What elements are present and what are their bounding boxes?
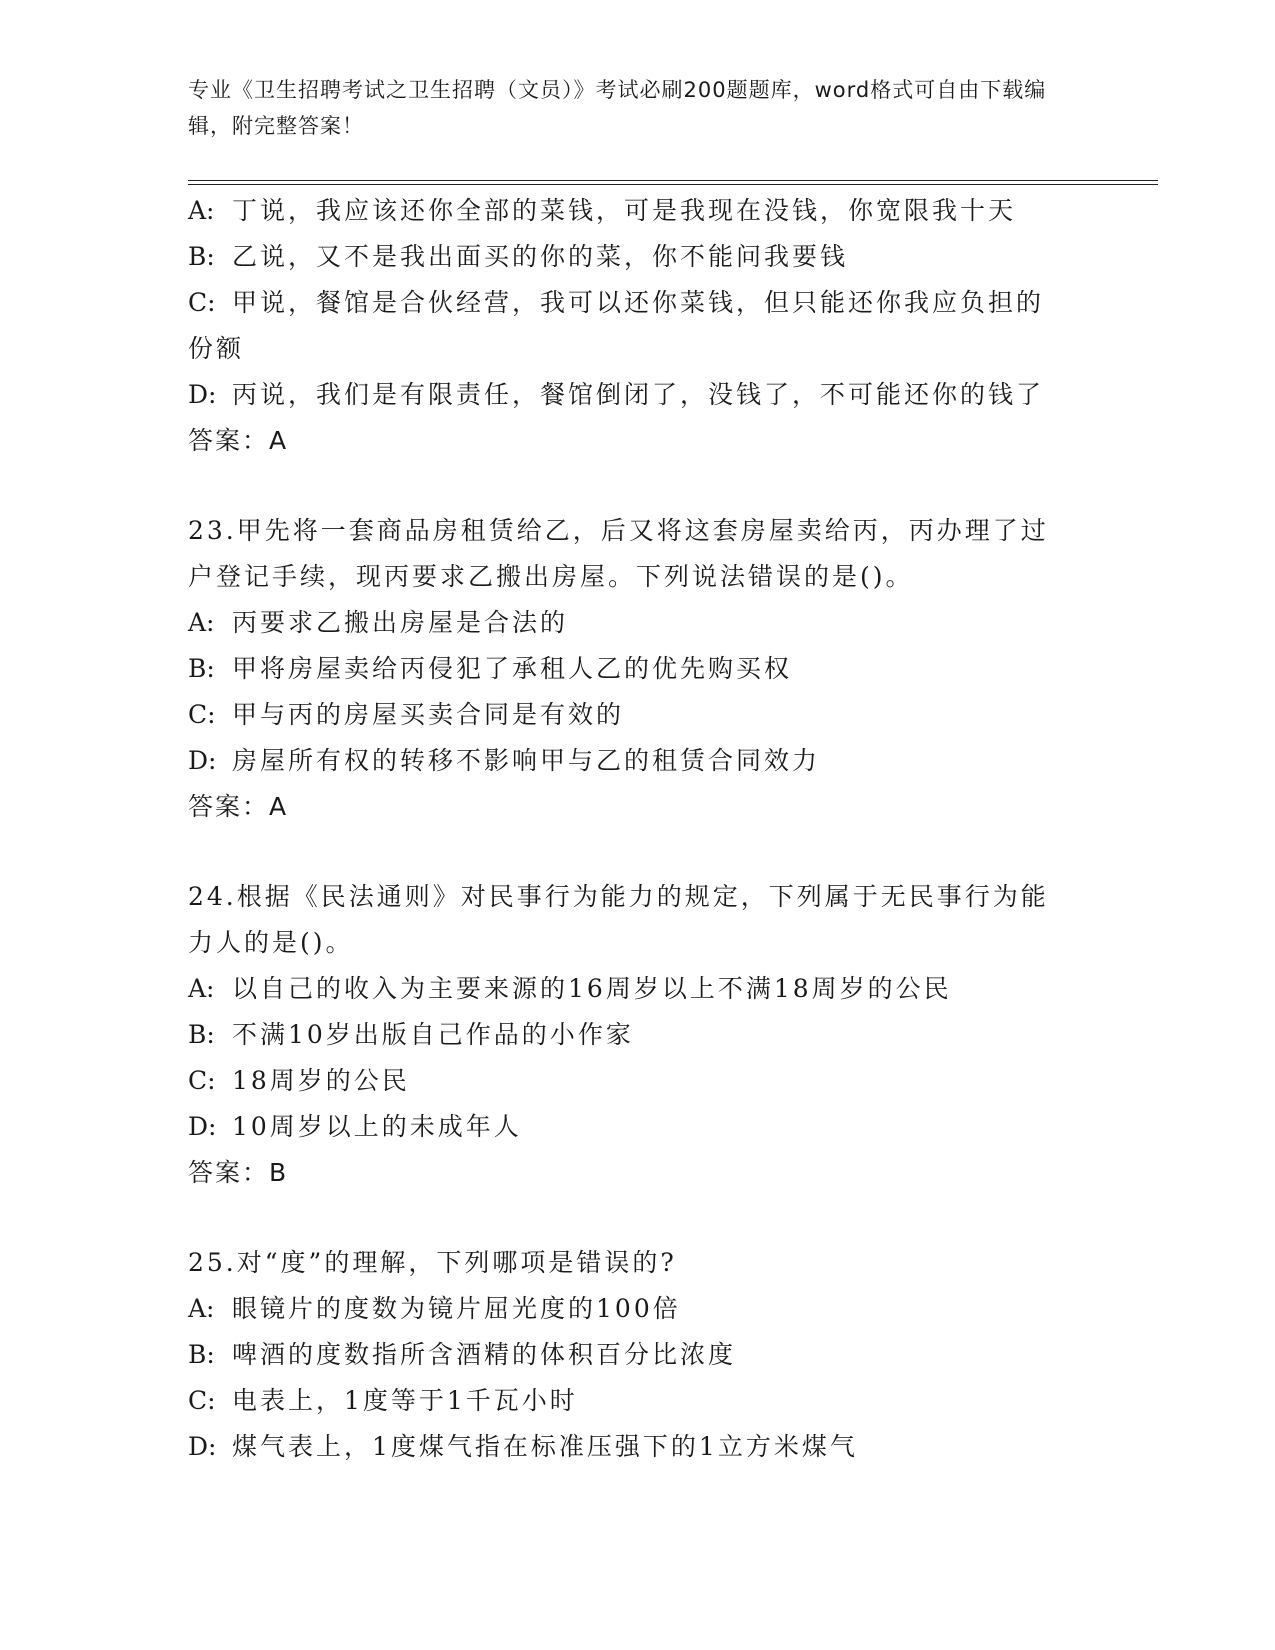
- option-text: 丙说，我们是有限责任，餐馆倒闭了，没钱了，不可能还你的钱了: [232, 380, 1045, 409]
- option-d: D: 丙说，我们是有限责任，餐馆倒闭了，没钱了，不可能还你的钱了: [188, 380, 1045, 409]
- option-text: 以自己的收入为主要来源的16周岁以上不满18周岁的公民: [232, 974, 952, 1003]
- option-text: 电表上，1度等于1千瓦小时: [232, 1386, 578, 1415]
- header-rule-bottom: [188, 184, 1158, 185]
- option-text: 18周岁的公民: [232, 1066, 410, 1095]
- question-stem: 25.对“度”的理解，下列哪项是错误的?: [188, 1248, 677, 1277]
- option-text: 甲与丙的房屋买卖合同是有效的: [232, 700, 625, 729]
- option-b: B: 啤酒的度数指所含酒精的体积百分比浓度: [188, 1340, 737, 1369]
- option-b: B: 甲将房屋卖给丙侵犯了承租人乙的优先购买权: [188, 654, 793, 683]
- option-d: D: 10周岁以上的未成年人: [188, 1112, 522, 1141]
- question-content: [188, 188, 1088, 1470]
- option-c: C: 电表上，1度等于1千瓦小时: [188, 1386, 578, 1415]
- answer: 答案：A: [188, 426, 289, 455]
- option-text: 甲将房屋卖给丙侵犯了承租人乙的优先购买权: [232, 654, 793, 683]
- document-header: 专业《卫生招聘考试之卫生招聘（文员）》考试必刷200题题库，word格式可自由下载编辑，附完整答案！: [188, 78, 1047, 138]
- option-text: 啤酒的度数指所含酒精的体积百分比浓度: [232, 1340, 737, 1369]
- option-a: A: 以自己的收入为主要来源的16周岁以上不满18周岁的公民: [188, 974, 952, 1003]
- question-25: [188, 1240, 1088, 1470]
- option-b: B: 乙说，又不是我出面买的你的菜，你不能问我要钱: [188, 242, 849, 271]
- question-stem: 23.甲先将一套商品房租赁给乙，后又将这套房屋卖给丙，丙办理了过: [188, 516, 1049, 545]
- option-a: A: 丁说，我应该还你全部的菜钱，可是我现在没钱，你宽限我十天: [188, 196, 1017, 225]
- option-text: 房屋所有权的转移不影响甲与乙的租赁合同效力: [232, 746, 821, 775]
- answer: 答案：A: [188, 792, 289, 821]
- question-23: [188, 508, 1088, 830]
- option-text: 份额: [188, 334, 245, 363]
- prev-question-block: [188, 188, 1088, 464]
- answer: 答案：B: [188, 1158, 289, 1187]
- option-b: B: 不满10岁出版自己作品的小作家: [188, 1020, 634, 1049]
- option-a: A: 眼镜片的度数为镜片屈光度的100倍: [188, 1294, 681, 1323]
- option-a: A: 丙要求乙搬出房屋是合法的: [188, 608, 569, 637]
- option-text: 眼镜片的度数为镜片屈光度的100倍: [232, 1294, 681, 1323]
- option-c-continued: [188, 326, 1088, 372]
- option-c: C: 甲说，餐馆是合伙经营，我可以还你菜钱，但只能还你我应负担的: [188, 288, 1045, 317]
- question-stem: 24.根据《民法通则》对民事行为能力的规定，下列属于无民事行为能: [188, 882, 1049, 911]
- option-text: 甲说，餐馆是合伙经营，我可以还你菜钱，但只能还你我应负担的: [232, 288, 1045, 317]
- question-stem-continued: 力人的是()。: [188, 928, 354, 957]
- question-stem-continued: 户登记手续，现丙要求乙搬出房屋。下列说法错误的是()。: [188, 562, 914, 591]
- option-text: 丁说，我应该还你全部的菜钱，可是我现在没钱，你宽限我十天: [232, 196, 1017, 225]
- option-text: 煤气表上，1度煤气指在标准压强下的1立方米煤气: [232, 1432, 858, 1461]
- option-d: D: 煤气表上，1度煤气指在标准压强下的1立方米煤气: [188, 1432, 858, 1461]
- option-d: D: 房屋所有权的转移不影响甲与乙的租赁合同效力: [188, 746, 821, 775]
- option-text: 不满10岁出版自己作品的小作家: [232, 1020, 634, 1049]
- question-24: [188, 874, 1088, 1196]
- option-c: C: 甲与丙的房屋买卖合同是有效的: [188, 700, 625, 729]
- header-rule-top: [188, 180, 1158, 181]
- option-text: 乙说，又不是我出面买的你的菜，你不能问我要钱: [232, 242, 849, 271]
- option-text: 10周岁以上的未成年人: [232, 1112, 522, 1141]
- option-text: 丙要求乙搬出房屋是合法的: [232, 608, 569, 637]
- option-c: C: 18周岁的公民: [188, 1066, 410, 1095]
